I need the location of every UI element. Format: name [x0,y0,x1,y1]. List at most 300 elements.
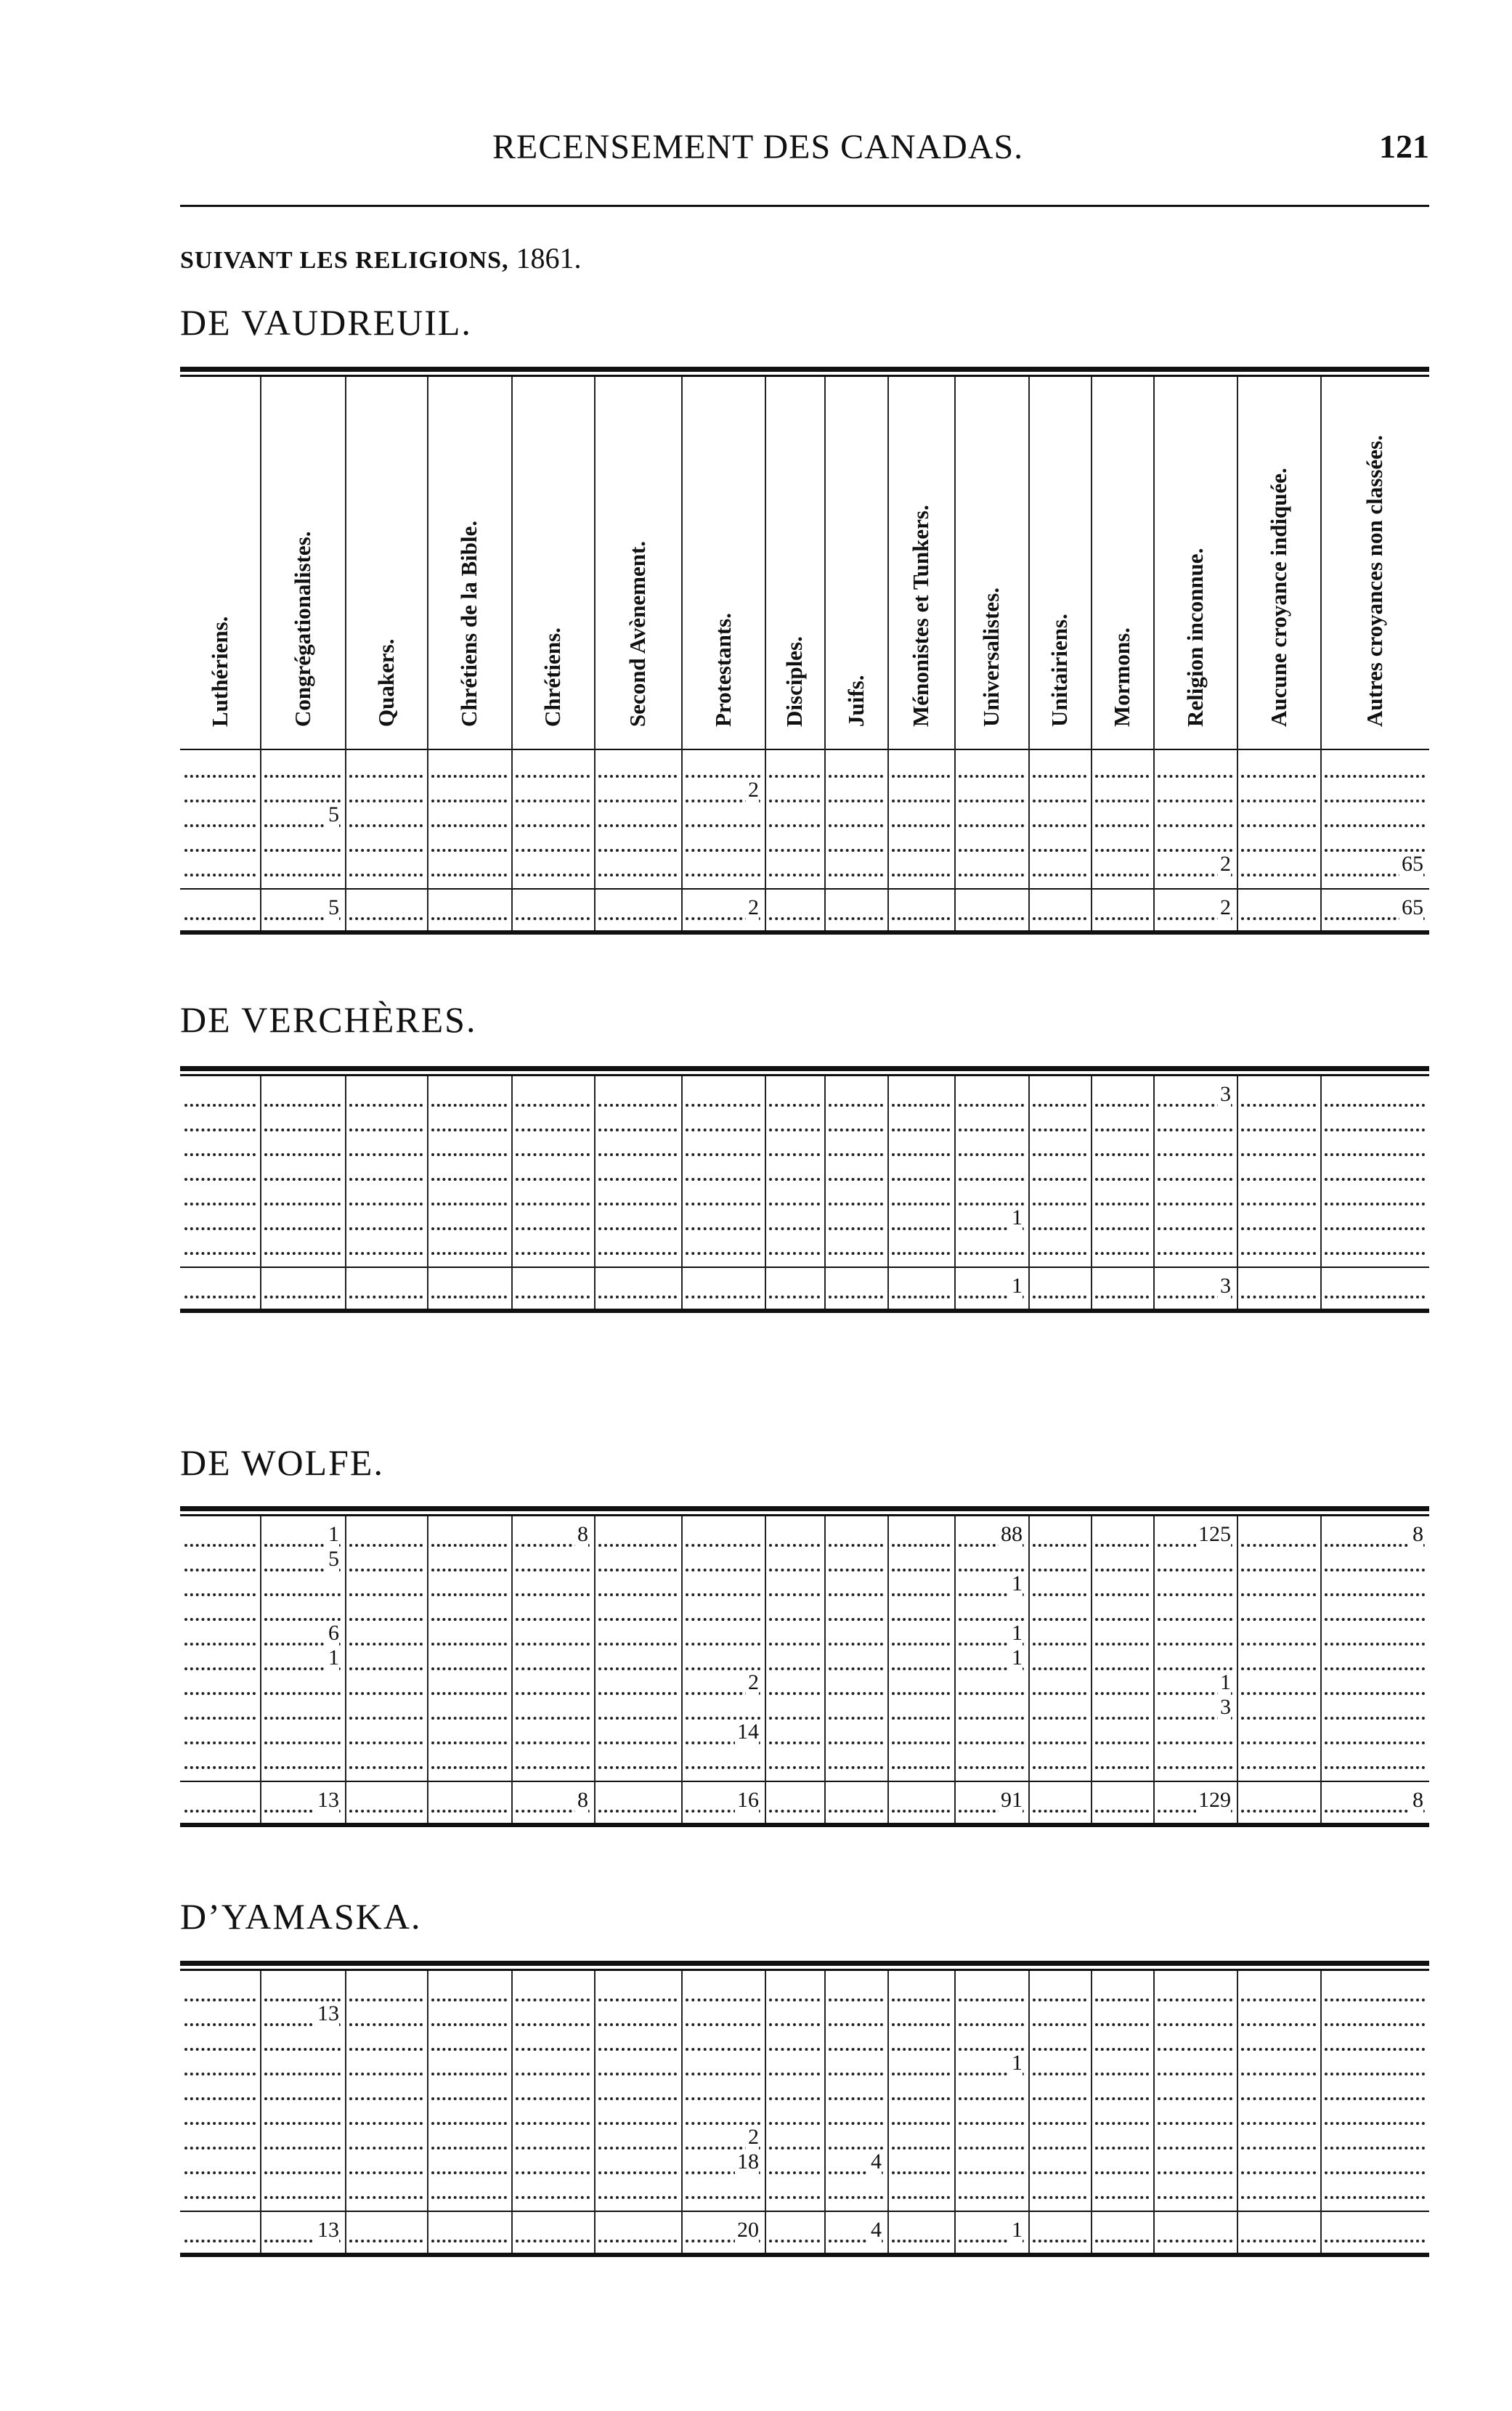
dot-leader [769,1214,820,1230]
dot-leader [769,1140,820,1156]
dot-leader [264,2183,341,2199]
dot-leader [516,1239,590,1255]
dot-leader [1158,1605,1232,1621]
dot-leader [1033,1190,1086,1206]
table-row [180,1621,1429,1645]
dot-leader [769,762,820,778]
dot-leader [516,1605,590,1621]
dot-leader [1033,1214,1086,1230]
column-rule [511,1516,513,1823]
table-row [180,2125,1429,2149]
dot-leader [1095,1580,1149,1596]
dot-leader [769,861,820,877]
dot-leader [349,2010,423,2026]
dot-leader [1241,1282,1316,1298]
dot-leader [349,1704,423,1720]
dot-leader [1325,2158,1425,2174]
dot-leader [1241,2158,1316,2174]
dot-leader [1095,1239,1149,1255]
table-row [180,2150,1429,2174]
dot-leader [1241,1728,1316,1744]
column-rule [594,377,596,930]
dot-leader [349,2060,423,2075]
dot-leader [1158,2060,1232,2075]
dot-leader [1325,1091,1425,1107]
dot-leader [769,2227,820,2243]
dot-leader [829,1605,883,1621]
dot-leader [959,762,1024,778]
column-rule [1237,1971,1238,2253]
dot-leader [1241,904,1316,920]
dot-leader [349,904,423,920]
dot-leader [769,1630,820,1646]
dot-leader [829,1214,883,1230]
dot-leader [1325,1753,1425,1769]
column-header [511,378,594,749]
cell-value: 65 [1399,852,1423,877]
dot-leader [184,2060,256,2075]
dot-leader [184,1580,256,1596]
dot-leader [264,1753,341,1769]
dot-leader [1241,2010,1316,2026]
dot-leader [1241,762,1316,778]
dot-leader [1095,2134,1149,2150]
dot-leader [1095,1679,1149,1695]
table-row [180,833,1429,850]
dot-leader [1095,2084,1149,2100]
dot-leader [1325,1704,1425,1720]
column-rule [1320,1971,1322,2253]
table-top-rule [180,1066,1429,1071]
dot-leader [892,904,950,920]
dot-leader [264,786,341,802]
column-rule [765,1971,766,2253]
cell-value: 1 [1009,2051,1023,2075]
cell-value: 1 [1009,1572,1023,1596]
dot-leader [1325,2109,1425,2125]
dot-leader [829,1580,883,1596]
dot-leader [1241,2183,1316,2199]
dot-leader [892,1704,950,1720]
table-row [180,2081,1429,2099]
dot-leader [431,1580,507,1596]
dot-leader [686,1140,760,1156]
dot-leader [598,1282,677,1298]
dot-leader [1241,1115,1316,1131]
column-rule [594,1971,596,2253]
dot-leader [1095,2183,1149,2199]
dot-leader [431,1531,507,1547]
dot-leader [349,861,423,877]
dot-leader [829,1091,883,1107]
dot-leader [829,1531,883,1547]
dot-leader [686,1630,760,1646]
column-rule [1091,1971,1092,2253]
dot-leader [892,1985,950,2001]
table-row [180,1646,1429,1670]
dot-leader [1158,1165,1232,1181]
column-rule [824,1516,826,1823]
dot-leader [184,2035,256,2051]
column-rule [1153,1516,1155,1823]
dot-leader [1095,1605,1149,1621]
table-row [180,1113,1429,1130]
dot-leader [1158,1214,1232,1230]
dot-leader [1033,2227,1086,2243]
table-row [180,1602,1429,1619]
dot-leader [959,2010,1024,2026]
dot-leader [829,2134,883,2150]
column-rule [1028,1516,1030,1823]
dot-leader [264,1214,341,1230]
dot-leader [184,2084,256,2100]
dot-leader [769,1091,820,1107]
dot-leader [349,1679,423,1695]
dot-leader [959,786,1024,802]
total-value: 16 [735,1788,759,1813]
dot-leader [1241,1679,1316,1695]
table-row [180,1670,1429,1694]
dot-leader [349,2227,423,2243]
dot-leader [769,1728,820,1744]
dot-leader [892,811,950,827]
dot-leader [892,1556,950,1572]
table-row [180,1187,1429,1204]
dot-leader [1241,1239,1316,1255]
dot-leader [1095,904,1149,920]
dot-leader [516,1556,590,1572]
dot-leader [769,1531,820,1547]
dot-leader [184,2227,256,2243]
dot-leader [516,1753,590,1769]
page-number: 121 [1379,128,1429,165]
dot-leader [598,1797,677,1813]
dot-leader [1241,2227,1316,2243]
dot-leader [1158,1654,1232,1670]
dot-leader [829,1239,883,1255]
dot-leader [1033,1115,1086,1131]
dot-leader [349,1605,423,1621]
cell-value: 1 [326,1646,339,1670]
dot-leader [1095,1704,1149,1720]
dot-leader [769,2158,820,2174]
dot-leader [686,1985,760,2001]
dot-leader [959,2134,1024,2150]
dot-leader [1325,786,1425,802]
dot-leader [1241,1091,1316,1107]
dot-leader [184,2183,256,2199]
dot-leader [1241,861,1316,877]
total-value: 2 [1218,895,1231,920]
dot-leader [1095,1654,1149,1670]
dot-leader [829,904,883,920]
dot-leader [184,1679,256,1695]
dot-leader [349,1654,423,1670]
dot-leader [1158,2134,1232,2150]
dot-leader [264,836,341,852]
dot-leader [431,2035,507,2051]
column-header [180,378,260,749]
dot-leader [1325,1679,1425,1695]
table-row [180,778,1429,802]
dot-leader [892,2035,950,2051]
dot-leader [184,1190,256,1206]
dot-leader [349,2084,423,2100]
table-row [180,2001,1429,2025]
table-row [180,1572,1429,1595]
dot-leader [1095,1115,1149,1131]
dot-leader [431,2183,507,2199]
dot-leader [892,762,950,778]
column-header-label: Congrégationalistes. [289,531,315,727]
dot-leader [431,1728,507,1744]
dot-leader [1241,1797,1316,1813]
cell-value: 125 [1196,1522,1231,1547]
dot-leader [431,1115,507,1131]
dot-leader [184,811,256,827]
dot-leader [1325,1654,1425,1670]
dot-leader [959,1985,1024,2001]
dot-leader [892,2084,950,2100]
column-rule [427,377,428,930]
total-value: 129 [1196,1788,1231,1813]
dot-leader [431,2158,507,2174]
dot-leader [959,836,1024,852]
dot-leader [1325,836,1425,852]
dot-leader [1158,1140,1232,1156]
column-header [427,378,511,749]
dot-leader [431,1654,507,1670]
dot-leader [431,1239,507,1255]
column-rule [345,377,346,930]
column-rule [681,1516,683,1823]
dot-leader [1241,1531,1316,1547]
dot-leader [959,1190,1024,1206]
dot-leader [959,2183,1024,2199]
dot-leader [598,2183,677,2199]
dot-leader [184,1282,256,1298]
dot-leader [1158,2109,1232,2125]
dot-leader [1033,836,1086,852]
cell-value: 6 [326,1621,339,1646]
column-header [887,378,954,749]
dot-leader [1033,1165,1086,1181]
dot-leader [829,1679,883,1695]
dot-leader [1325,1214,1425,1230]
dot-leader [892,1630,950,1646]
dot-leader [1033,2109,1086,2125]
dot-leader [769,1190,820,1206]
dot-leader [1095,2227,1149,2243]
column-rule [345,1076,346,1309]
dot-leader [1241,786,1316,802]
table-top-rule-thin [180,375,1429,377]
dot-leader [829,1556,883,1572]
dot-leader [1325,2035,1425,2051]
column-rule [887,1971,889,2253]
dot-leader [959,904,1024,920]
column-rule [1153,377,1155,930]
column-rule [824,377,826,930]
dot-leader [686,2183,760,2199]
dot-leader [598,1728,677,1744]
column-rule [765,1076,766,1309]
dot-leader [686,2035,760,2051]
dot-leader [1325,1605,1425,1621]
dot-leader [686,861,760,877]
dot-leader [1033,1531,1086,1547]
dot-leader [1095,811,1149,827]
dot-leader [264,1091,341,1107]
header-rule [180,205,1429,207]
cell-value: 2 [746,1670,759,1695]
dot-leader [516,861,590,877]
dot-leader [1241,1214,1316,1230]
dot-leader [1158,1728,1232,1744]
dot-leader [516,2035,590,2051]
dot-leader [892,1797,950,1813]
cell-value: 5 [326,1547,339,1572]
total-value: 4 [869,2218,882,2243]
dot-leader [598,904,677,920]
dot-leader [959,1753,1024,1769]
dot-leader [1095,1214,1149,1230]
dot-leader [264,1140,341,1156]
dot-leader [264,1985,341,2001]
dot-leader [892,1654,950,1670]
dot-leader [1241,1985,1316,2001]
dot-leader [1033,2084,1086,2100]
dot-leader [1095,2010,1149,2026]
column-rule [887,1516,889,1823]
dot-leader [1033,861,1086,877]
table-top-rule-thin [180,1514,1429,1516]
column-rule [260,1076,261,1309]
dot-leader [1158,811,1232,827]
dot-leader [959,1239,1024,1255]
dot-leader [959,1679,1024,1695]
page-title: RECENSEMENT DES CANADAS. [492,128,1024,166]
dot-leader [349,1140,423,1156]
dot-leader [598,1239,677,1255]
total-value: 1 [1009,1274,1023,1298]
subtitle-text: SUIVANT LES RELIGIONS, [180,247,509,274]
dot-leader [1095,2060,1149,2075]
dot-leader [686,2084,760,2100]
dot-leader [516,2134,590,2150]
dot-leader [892,1239,950,1255]
dot-leader [1158,1239,1232,1255]
dot-leader [686,762,760,778]
dot-leader [1033,811,1086,827]
dot-leader [516,904,590,920]
dot-leader [1158,762,1232,778]
dot-leader [431,2227,507,2243]
total-value: 8 [575,1788,588,1813]
dot-leader [184,2010,256,2026]
column-rule [594,1516,596,1823]
dot-leader [1095,861,1149,877]
dot-leader [264,1580,341,1596]
dot-leader [516,2060,590,2075]
dot-leader [769,2084,820,2100]
column-header-label: Aucune croyance indiquée. [1265,468,1291,727]
dot-leader [598,1753,677,1769]
total-row [180,1788,1429,1812]
total-row [180,2218,1429,2242]
dot-leader [598,1531,677,1547]
dot-leader [769,1704,820,1720]
total-value: 13 [315,1788,339,1813]
dot-leader [349,1190,423,1206]
dot-leader [1158,1115,1232,1131]
table-row [180,1236,1429,1253]
dot-leader [1095,1797,1149,1813]
table-row [180,1547,1429,1571]
dot-leader [184,1140,256,1156]
total-value: 13 [315,2218,339,2243]
dot-leader [598,2134,677,2150]
dot-leader [686,1654,760,1670]
dot-leader [184,1704,256,1720]
dot-leader [829,762,883,778]
dot-leader [892,1165,950,1181]
dot-leader [1325,1630,1425,1646]
dot-leader [686,1239,760,1255]
dot-leader [1033,2183,1086,2199]
dot-leader [892,786,950,802]
dot-leader [431,2109,507,2125]
dot-leader [184,1556,256,1572]
dot-leader [829,1115,883,1131]
dot-leader [349,2035,423,2051]
dot-leader [959,2084,1024,2100]
table-bottom-rule [180,930,1429,935]
dot-leader [516,1282,590,1298]
dot-leader [264,2035,341,2051]
dot-leader [516,1140,590,1156]
dot-leader [1095,1728,1149,1744]
dot-leader [1033,1239,1086,1255]
dot-leader [892,1140,950,1156]
table-row [180,1983,1429,2000]
dot-leader [686,2010,760,2026]
dot-leader [184,904,256,920]
dot-leader [1325,1282,1425,1298]
dot-leader [1325,2010,1425,2026]
dot-leader [829,1797,883,1813]
table-top-rule [180,367,1429,372]
dot-leader [264,2060,341,2075]
dot-leader [1158,1190,1232,1206]
dot-leader [1033,2010,1086,2026]
column-header [1028,378,1091,749]
dot-leader [1033,1704,1086,1720]
dot-leader [431,1985,507,2001]
dot-leader [1033,786,1086,802]
dot-leader [598,1654,677,1670]
dot-leader [686,1214,760,1230]
dot-leader [829,2035,883,2051]
dot-leader [264,1704,341,1720]
column-header-label: Luthériens. [207,616,232,727]
dot-leader [829,2183,883,2199]
table-top-rule-thin [180,1074,1429,1076]
dot-leader [431,2060,507,2075]
table-row [180,1162,1429,1179]
dot-leader [184,1728,256,1744]
dot-leader [959,1115,1024,1131]
